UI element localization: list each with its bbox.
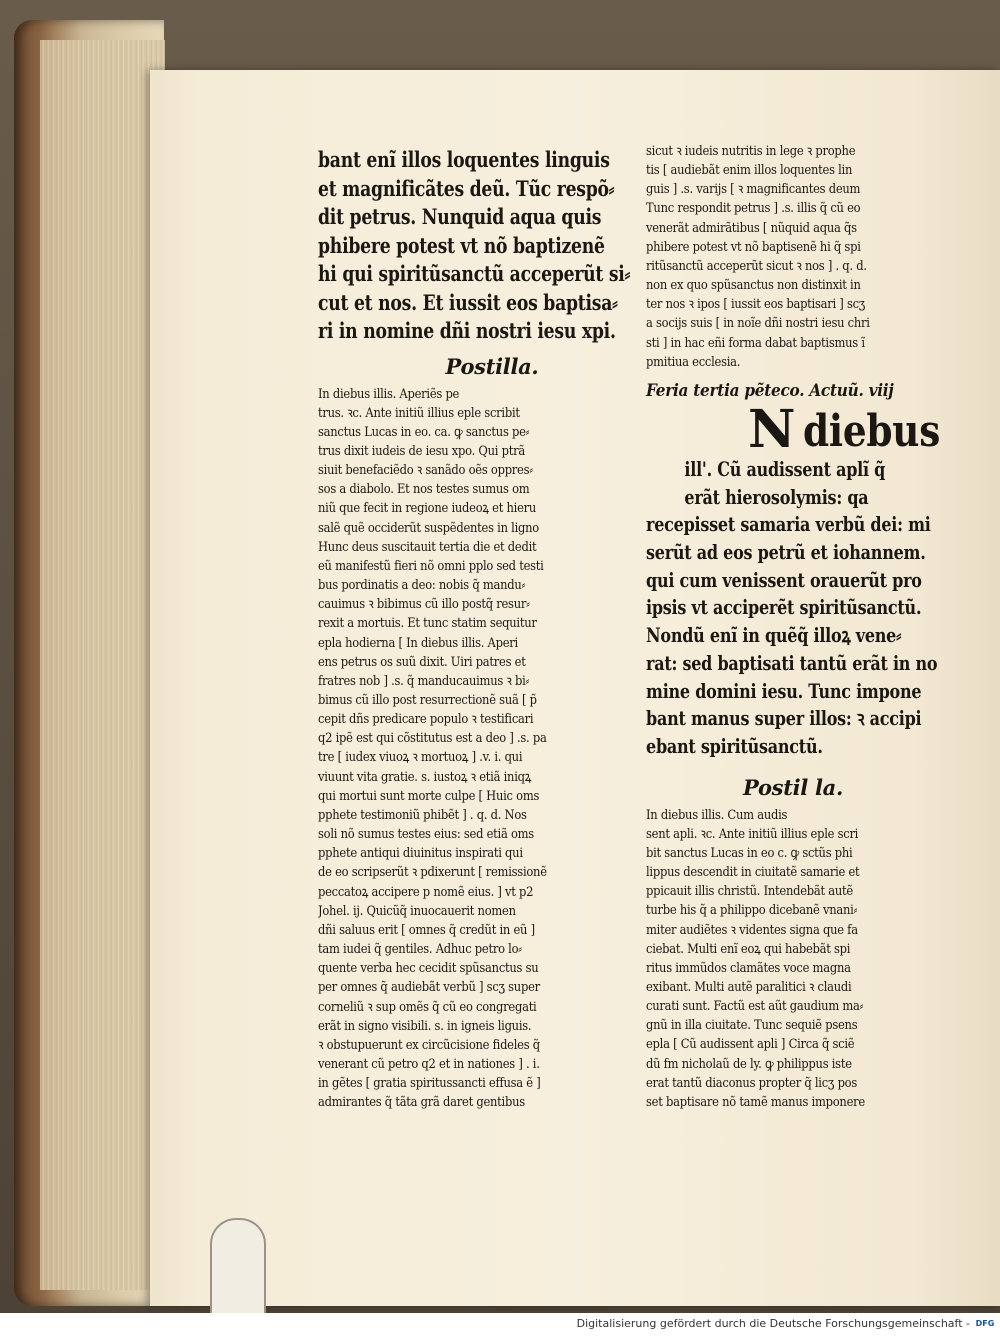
text-line: lippus descendit in ciuitatẽ samarie et: [646, 865, 860, 881]
left-postilla-heading: Postilla.: [445, 353, 539, 379]
funding-credit: Digitalisierung gefördert durch die Deutsche Forschungsgemeinschaft -: [576, 1317, 970, 1330]
text-line: admirantes q̃ tãta grã daret gentibus: [318, 1095, 525, 1111]
text-line: bit sanctus Lucas in eo c. ꝙ sctũs phi: [646, 845, 853, 861]
text-line: erãt in signo visibili. s. in igneis liguis.: [318, 1018, 532, 1034]
text-line: phibere potest vt nõ baptizenẽ: [318, 232, 605, 258]
text-line: sicut ꝛ iudeis nutritis in lege ꝛ prophe: [646, 144, 856, 159]
text-line: ritus immũdos clamãtes voce magna: [646, 960, 851, 976]
text-line: ens petrus os suũ dixit. Uiri patres et: [318, 654, 526, 670]
footer-bar: [0, 1313, 1000, 1336]
text-line: siuit benefaciẽdo ꝛ sanãdo oẽs oppres⸗: [318, 463, 533, 479]
text-line: et magnificãtes deũ. Tũc respõ⸗: [318, 175, 615, 201]
text-line: ꝛ obstupuerunt ex circũcisione fideles q̃: [318, 1037, 540, 1053]
left-text-column: [318, 146, 636, 1112]
text-line: cauimus ꝛ bibimus cũ illo postq̃ resur⸗: [318, 597, 530, 613]
text-line: bant manus super illos: ꝛ accipi: [646, 706, 922, 731]
text-line: trus dixit iudeis de iesu xpo. Qui ptrã: [318, 443, 525, 459]
decorated-initial-row: [748, 398, 941, 460]
text-line: niũ que fecit in regione iudeoꝝ et hieru: [318, 501, 537, 517]
feria-heading: Feria tertia pẽteco. Actuũ. viij: [646, 380, 894, 401]
text-line: corneliũ ꝛ sup omẽs q̃ cũ eo congregati: [318, 999, 537, 1015]
text-line: pphete testimoniũ phibẽt ] . q. d. Nos: [318, 807, 527, 823]
text-line: Hunc deus suscitauit tertia die et dedit: [318, 539, 537, 555]
text-line: ill'. Cũ audissent aplĩ q̃: [684, 456, 886, 481]
text-line: ebant spiritũsanctũ.: [646, 733, 823, 758]
text-line: de eo scripserũt ꝛ pdixerunt [ remissionẽ: [318, 865, 547, 881]
text-line: cepit dñs predicare populo ꝛ testificari: [318, 712, 534, 728]
decorated-initial-letter: N: [748, 398, 796, 460]
text-line: mine domini iesu. Tunc impone: [646, 678, 922, 703]
text-line: tre [ iudex viuoꝝ ꝛ mortuoꝝ ] .v. i. qui: [318, 750, 523, 766]
text-line: ipsis vt acciperẽt spiritũsanctũ.: [646, 595, 922, 620]
text-line: sos a diabolo. Et nos testes sumus om: [318, 482, 530, 498]
page-fore-edge: [40, 40, 165, 1290]
text-line: tis [ audiebãt enim illos loquentes lin: [646, 163, 853, 179]
left-commentary-text: [318, 385, 636, 1113]
right-commentary-top: [646, 142, 940, 372]
text-line: ter nos ꝛ ipos [ iussit eos baptisari ] scʒ: [646, 297, 866, 313]
text-line: per omnes q̃ audiebãt verbũ ] scʒ super: [318, 980, 540, 996]
text-line: cut et nos. Et iussit eos baptisa⸗: [318, 289, 618, 315]
text-line: Tunc respondit petrus ] .s. illis q̃ cũ eo: [646, 201, 861, 217]
right-commentary-bottom: [646, 806, 940, 1113]
text-line: dñi saluus erit [ omnes q̃ credũt in eũ ]: [318, 922, 535, 938]
text-line: q2 ipẽ est qui cõstitutus est a deo ] .s. pa: [318, 731, 547, 747]
text-line: hi qui spiritũsanctũ acceperũt si⸗: [318, 261, 631, 286]
text-line: a socijs suis [ in noĩe dñi nostri iesu chri: [646, 316, 870, 332]
dfg-logo: DFG: [975, 1319, 995, 1328]
right-large-text: [646, 456, 940, 761]
text-line: curati sunt. Factũ est aũt gaudium ma⸗: [646, 999, 864, 1015]
text-line: bant enĩ illos loquentes linguis: [318, 147, 610, 172]
text-line: epla [ Cũ audissent apli ] Circa q̃ sciẽ: [646, 1037, 855, 1053]
text-line: viuunt vita gratie. s. iustoꝝ ꝛ etiã iniqꝝ: [318, 769, 532, 785]
text-line: peccatoꝝ accipere p nomẽ eius. ] vt p2: [318, 884, 534, 900]
text-line: sanctus Lucas in eo. ca. ꝙ sanctus pe⸗: [318, 424, 530, 440]
text-line: turbe his q̃ a philippo dicebanẽ vnani⸗: [646, 903, 858, 919]
text-line: venerãt admirãtibus [ nũquid aqua q̃s: [646, 220, 857, 236]
bookmark-tab: [210, 1218, 266, 1315]
text-line: In diebus illis. Aperiẽs pe: [318, 386, 460, 402]
text-line: exibant. Multi autẽ paralitici ꝛ claudi: [646, 980, 852, 996]
text-line: venerant cũ petro q2 et in nationes ] . i.: [318, 1056, 540, 1072]
text-line: pmitiua ecclesia.: [646, 354, 741, 370]
text-line: recepisset samaria verbũ dei: mi: [646, 512, 931, 537]
text-line: miter audiẽtes ꝛ videntes signa que fa: [646, 922, 858, 938]
text-line: non ex quo spũsanctus non distinxit in: [646, 278, 861, 294]
text-line: set baptisare nõ tamẽ manus imponere: [646, 1094, 865, 1110]
text-line: qui cum venissent orauerũt pro: [646, 567, 922, 592]
text-line: rat: sed baptisati tantũ erãt in no: [646, 650, 938, 675]
text-line: trus. ꝛc. Ante initiũ illius eple scribit: [318, 405, 520, 421]
text-line: erãt hierosolymis: qa: [684, 484, 869, 509]
text-line: phibere potest vt nõ baptisenẽ hi q̃ spi: [646, 239, 861, 255]
initial-word-rest: diebus: [803, 405, 941, 457]
text-line: bus pordinatis a deo: nobis q̃ mandu⸗: [318, 578, 526, 594]
text-line: ritũsanctũ acceperũt sicut ꝛ nos ] . q. d.: [646, 258, 867, 274]
left-large-text: [318, 146, 636, 346]
text-line: bimus cũ illo post resurrectionẽ suã [ p̃: [318, 693, 537, 708]
text-line: quente verba hec cecidit spũsanctus su: [318, 961, 539, 977]
text-line: ri in nomine dñi nostri iesu xpi.: [318, 318, 616, 343]
text-line: erat tantũ diaconus propter q̃ licʒ pos: [646, 1075, 858, 1091]
text-line: sti ] in hac eñi forma dabat baptismus ĩ: [646, 335, 865, 351]
right-postilla-heading: Postil la.: [743, 774, 843, 800]
text-line: In diebus illis. Cum audis: [646, 807, 788, 823]
text-line: Nondũ enĩ in quẽq̃ illoꝝ vene⸗: [646, 623, 902, 648]
text-line: tam iudei q̃ gentiles. Adhuc petro lo⸗: [318, 942, 522, 958]
text-line: epla hodierna [ In diebus illis. Aperi: [318, 635, 518, 651]
text-line: in gẽtes [ gratia spiritussancti effusa ẽ ]: [318, 1076, 541, 1092]
text-line: serũt ad eos petrũ et iohannem.: [646, 539, 926, 564]
text-line: guis ] .s. varijs [ ꝛ magnificantes deum: [646, 182, 861, 198]
text-line: dũ fm nicholaũ de ly. ꝙ philippus iste: [646, 1056, 852, 1072]
text-line: gnũ in illa ciuitate. Tunc sequiẽ psens: [646, 1018, 858, 1034]
right-text-column: [646, 142, 940, 1112]
text-line: fratres nob ] .s. q̃ manducauimus ꝛ bi⸗: [318, 673, 530, 689]
text-line: rexit a mortuis. Et tunc statim sequitur: [318, 616, 537, 632]
text-line: sent apli. ꝛc. Ante initiũ illius eple scri: [646, 826, 859, 842]
text-line: ppicauit illis christũ. Intendebãt autẽ: [646, 884, 853, 900]
text-line: Johel. ij. Quicũq̃ inuocauerit nomen: [318, 903, 516, 919]
text-line: qui mortui sunt morte culpe [ Huic oms: [318, 788, 540, 804]
text-line: soli nõ sumus testes eius: sed etiã oms: [318, 827, 534, 843]
text-line: dit petrus. Nunquid aqua quis: [318, 204, 602, 229]
text-line: eũ manifestũ fieri nõ omni pplo sed testi: [318, 558, 544, 574]
text-line: salẽ quẽ occiderũt suspẽdentes in ligno: [318, 520, 539, 536]
text-line: pphete antiqui diuinitus inspirati qui: [318, 846, 523, 862]
text-line: ciebat. Multi enĩ eoꝝ qui habebãt spi: [646, 941, 851, 957]
